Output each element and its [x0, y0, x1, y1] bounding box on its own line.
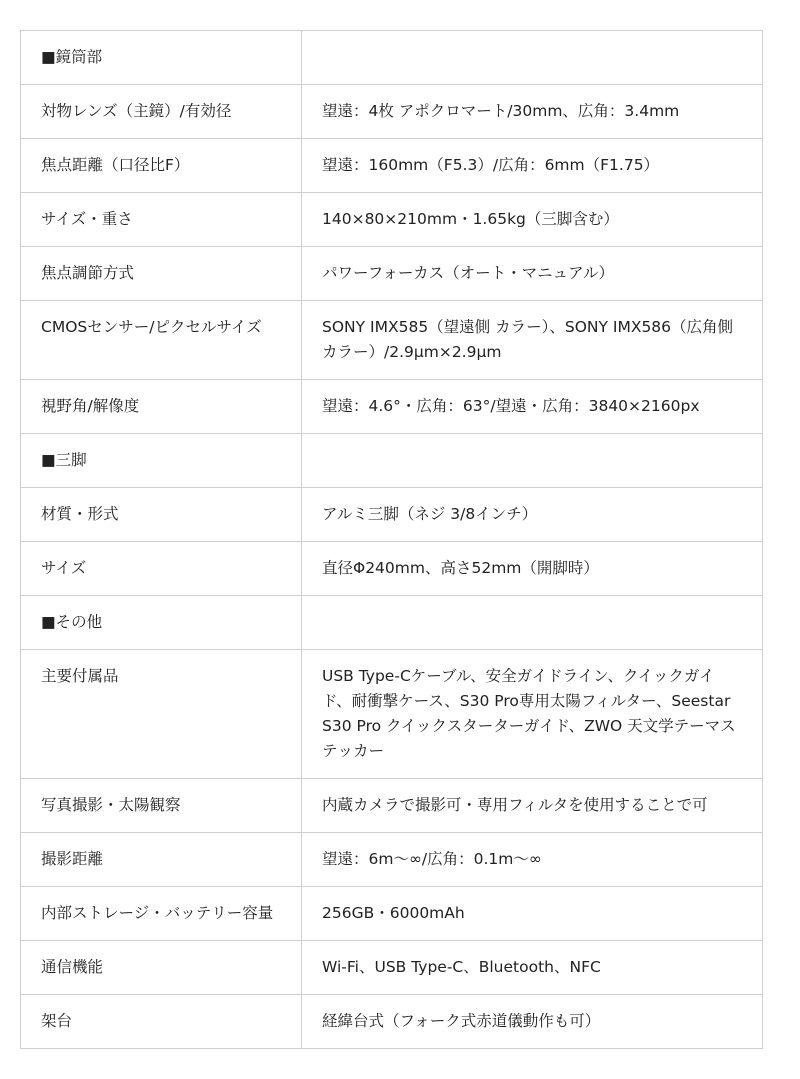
spec-label: 焦点調節方式	[21, 247, 302, 301]
table-row	[21, 380, 763, 434]
table-row	[21, 650, 763, 779]
spec-value: パワーフォーカス（オート・マニュアル）	[302, 247, 763, 301]
spec-label: サイズ・重さ	[21, 193, 302, 247]
spec-label: 通信機能	[21, 941, 302, 995]
spec-label: 視野角/解像度	[21, 380, 302, 434]
spec-value: 望遠：160mm（F5.3）/広角：6mm（F1.75）	[302, 139, 763, 193]
table-row	[21, 488, 763, 542]
section-empty-cell	[302, 31, 763, 85]
section-header-row	[21, 596, 763, 650]
table-row	[21, 542, 763, 596]
table-row	[21, 85, 763, 139]
section-empty-cell	[302, 434, 763, 488]
spec-value: USB Type-Cケーブル、安全ガイドライン、クイックガイド、耐衝撃ケース、S30 Pro専用太陽フィルター、Seestar S30 Pro クイックスターターガイド、ZWO 天文学テーマステッカー	[302, 650, 763, 779]
table-row	[21, 247, 763, 301]
spec-label: 写真撮影・太陽観察	[21, 779, 302, 833]
spec-value: 140×80×210mm・1.65kg（三脚含む）	[302, 193, 763, 247]
spec-value: SONY IMX585（望遠側 カラー）、SONY IMX586（広角側 カラー）/2.9µm×2.9µm	[302, 301, 763, 380]
table-row	[21, 779, 763, 833]
spec-value: アルミ三脚（ネジ 3/8インチ）	[302, 488, 763, 542]
spec-value: 256GB・6000mAh	[302, 887, 763, 941]
table-row	[21, 887, 763, 941]
spec-table-body	[21, 31, 763, 1049]
spec-value: 経緯台式（フォーク式赤道儀動作も可）	[302, 995, 763, 1049]
spec-value: 望遠：6m〜∞/広角：0.1m〜∞	[302, 833, 763, 887]
spec-value: 望遠：4枚 アポクロマート/30mm、広角：3.4mm	[302, 85, 763, 139]
spec-value: 直径Φ240mm、高さ52mm（開脚時）	[302, 542, 763, 596]
table-row	[21, 301, 763, 380]
table-row	[21, 193, 763, 247]
spec-label: 焦点距離（口径比F）	[21, 139, 302, 193]
spec-label: CMOSセンサー/ピクセルサイズ	[21, 301, 302, 380]
spec-label: 材質・形式	[21, 488, 302, 542]
spec-label: 対物レンズ（主鏡）/有効径	[21, 85, 302, 139]
spec-label: サイズ	[21, 542, 302, 596]
table-row	[21, 941, 763, 995]
section-header-row	[21, 434, 763, 488]
table-row	[21, 139, 763, 193]
spec-value: 内蔵カメラで撮影可・専用フィルタを使用することで可	[302, 779, 763, 833]
section-title: ■その他	[21, 596, 302, 650]
section-title: ■鏡筒部	[21, 31, 302, 85]
spec-label: 撮影距離	[21, 833, 302, 887]
section-empty-cell	[302, 596, 763, 650]
spec-table	[20, 30, 763, 1049]
table-row	[21, 995, 763, 1049]
spec-value: 望遠：4.6°・広角：63°/望遠・広角：3840×2160px	[302, 380, 763, 434]
section-header-row	[21, 31, 763, 85]
spec-label: 主要付属品	[21, 650, 302, 779]
spec-value: Wi-Fi、USB Type-C、Bluetooth、NFC	[302, 941, 763, 995]
spec-label: 架台	[21, 995, 302, 1049]
section-title: ■三脚	[21, 434, 302, 488]
table-row	[21, 833, 763, 887]
spec-label: 内部ストレージ・バッテリー容量	[21, 887, 302, 941]
